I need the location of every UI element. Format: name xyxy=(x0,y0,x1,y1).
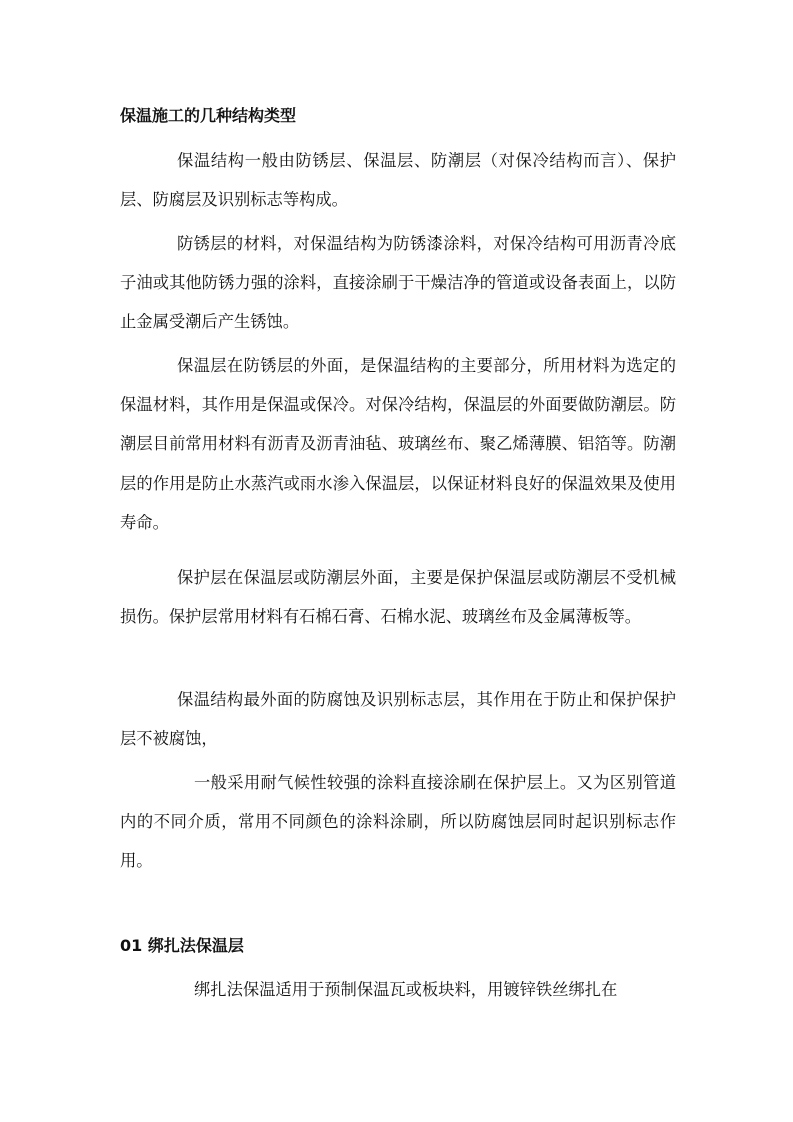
section-title-structure-types: 保温施工的几种结构类型 xyxy=(120,106,297,125)
paragraph-anticorrosion-layer: 保温结构最外面的防腐蚀及识别标志层，其作用在于防止和保护保护层不被腐蚀， xyxy=(120,690,676,749)
paragraph-binding-method: 绑扎法保温适用于预制保温瓦或板块料，用镀锌铁丝绑扎在 xyxy=(194,980,618,999)
paragraph-coating-method: 一般采用耐气候性较强的涂料直接涂刷在保护层上。又为区别管道内的不同介质，常用不同颜色的涂料涂刷，所以防腐蚀层同时起识别标志作用。 xyxy=(120,773,676,871)
paragraph-protective-layer: 保护层在保温层或防潮层外面，主要是保护保温层或防潮层不受机械损伤。保护层常用材料有石棉石膏、石棉水泥、玻璃丝布及金属薄板等。 xyxy=(120,568,676,627)
paragraph-insulation-layer: 保温层在防锈层的外面，是保温结构的主要部分，所用材料为选定的保温材料，其作用是保温或保冷。对保冷结构，保温层的外面要做防潮层。防潮层目前常用材料有沥青及沥青油毡、玻璃丝布、聚乙烯薄膜、铝箔等。防潮层的作用是防止水蒸汽或雨水渗入保温层，以保证材料良好的保温效果及使用寿命。 xyxy=(120,356,676,532)
section-title-binding-method: 01 绑扎法保温层 xyxy=(120,936,244,955)
paragraph-rust-layer: 防锈层的材料，对保温结构为防锈漆涂料，对保冷结构可用沥青冷底子油或其他防锈力强的涂料，直接涂刷于干燥洁净的管道或设备表面上，以防止金属受潮后产生锈蚀。 xyxy=(120,234,676,332)
paragraph-structure-overview: 保温结构一般由防锈层、保温层、防潮层（对保冷结构而言）、保护层、防腐层及识别标志等构成。 xyxy=(120,151,676,210)
